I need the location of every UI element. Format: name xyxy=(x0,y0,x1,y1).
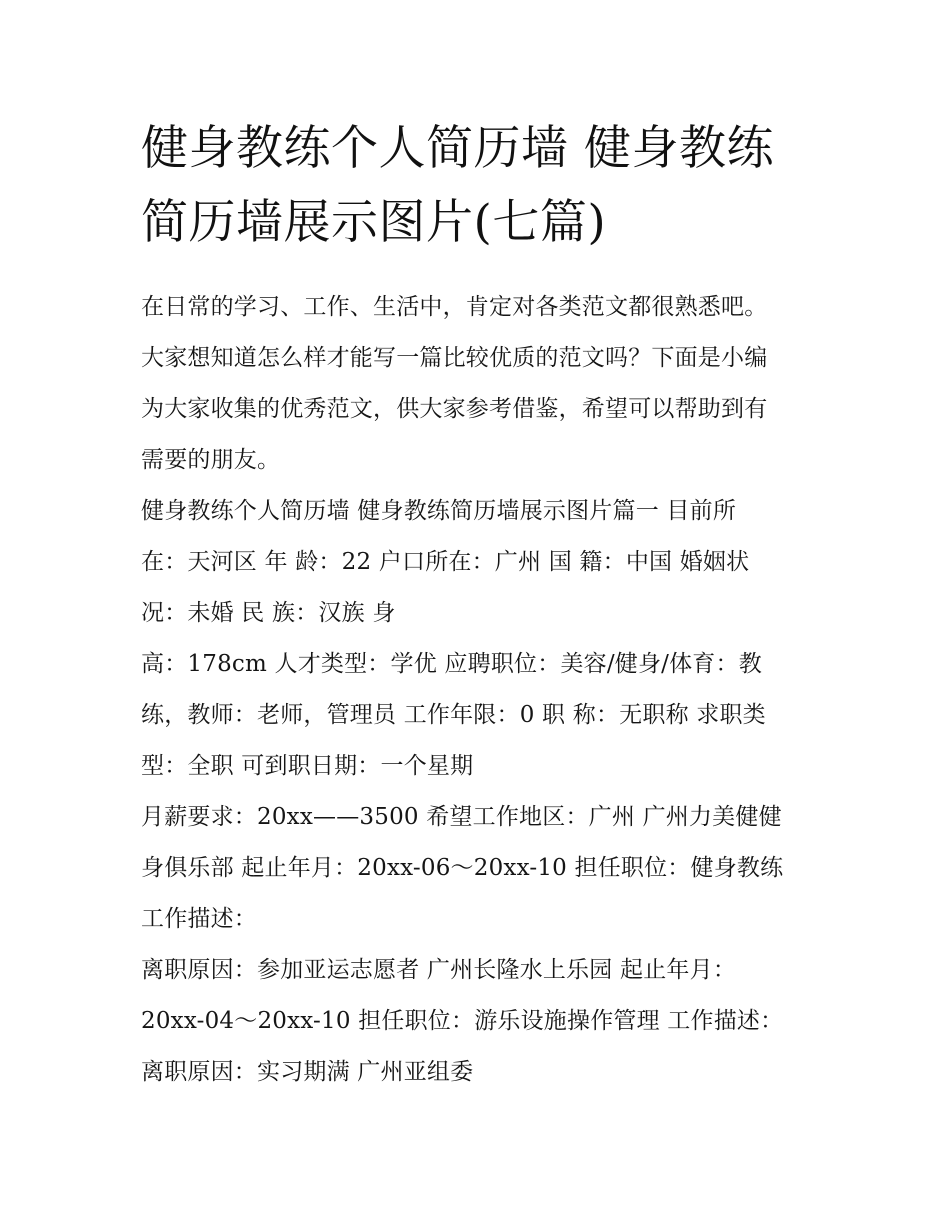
body-line-2: 在：天河区 年 龄：22 户口所在：广州 国 籍：中国 婚姻状 xyxy=(141,549,750,575)
body-line-11: 20xx-04～20xx-10 担任职位：游乐设施操作管理 工作描述： xyxy=(141,1008,784,1034)
intro-line-3: 为大家收集的优秀范文，供大家参考借鉴，希望可以帮助到有 xyxy=(141,396,768,422)
body-line-10: 离职原因：参加亚运志愿者 广州长隆水上乐园 起止年月： xyxy=(141,957,737,983)
intro-line-2: 大家想知道怎么样才能写一篇比较优质的范文吗？下面是小编 xyxy=(141,345,768,371)
resume-body xyxy=(141,486,821,1098)
title-line-1: 健身教练个人简历墙 健身教练 xyxy=(141,121,774,176)
intro-paragraph xyxy=(141,282,821,486)
intro-line-1: 在日常的学习、工作、生活中，肯定对各类范文都很熟悉吧。 xyxy=(141,294,768,320)
body-line-7: 月薪要求：20xx——3500 希望工作地区：广州 广州力美健健 xyxy=(141,804,782,830)
body-line-1: 健身教练个人简历墙 健身教练简历墙展示图片篇一 目前所 xyxy=(141,498,737,524)
body-line-12: 离职原因：实习期满 广州亚组委 xyxy=(141,1059,474,1085)
intro-line-4: 需要的朋友。 xyxy=(141,447,281,473)
document-content xyxy=(141,112,821,1098)
title-line-2: 简历墙展示图片(七篇) xyxy=(141,195,607,250)
document-title xyxy=(141,112,821,260)
body-line-8: 身俱乐部 起止年月：20xx-06～20xx-10 担任职位：健身教练 xyxy=(141,855,784,881)
body-line-3: 况：未婚 民 族：汉族 身 xyxy=(141,600,396,626)
body-line-4: 高：178cm 人才类型：学优 应聘职位：美容/健身/体育：教 xyxy=(141,651,762,677)
body-line-5: 练，教师：老师，管理员 工作年限：0 职 称：无职称 求职类 xyxy=(141,702,766,728)
body-line-9: 工作描述： xyxy=(141,906,257,932)
body-line-6: 型：全职 可到职日期：一个星期 xyxy=(141,753,474,779)
